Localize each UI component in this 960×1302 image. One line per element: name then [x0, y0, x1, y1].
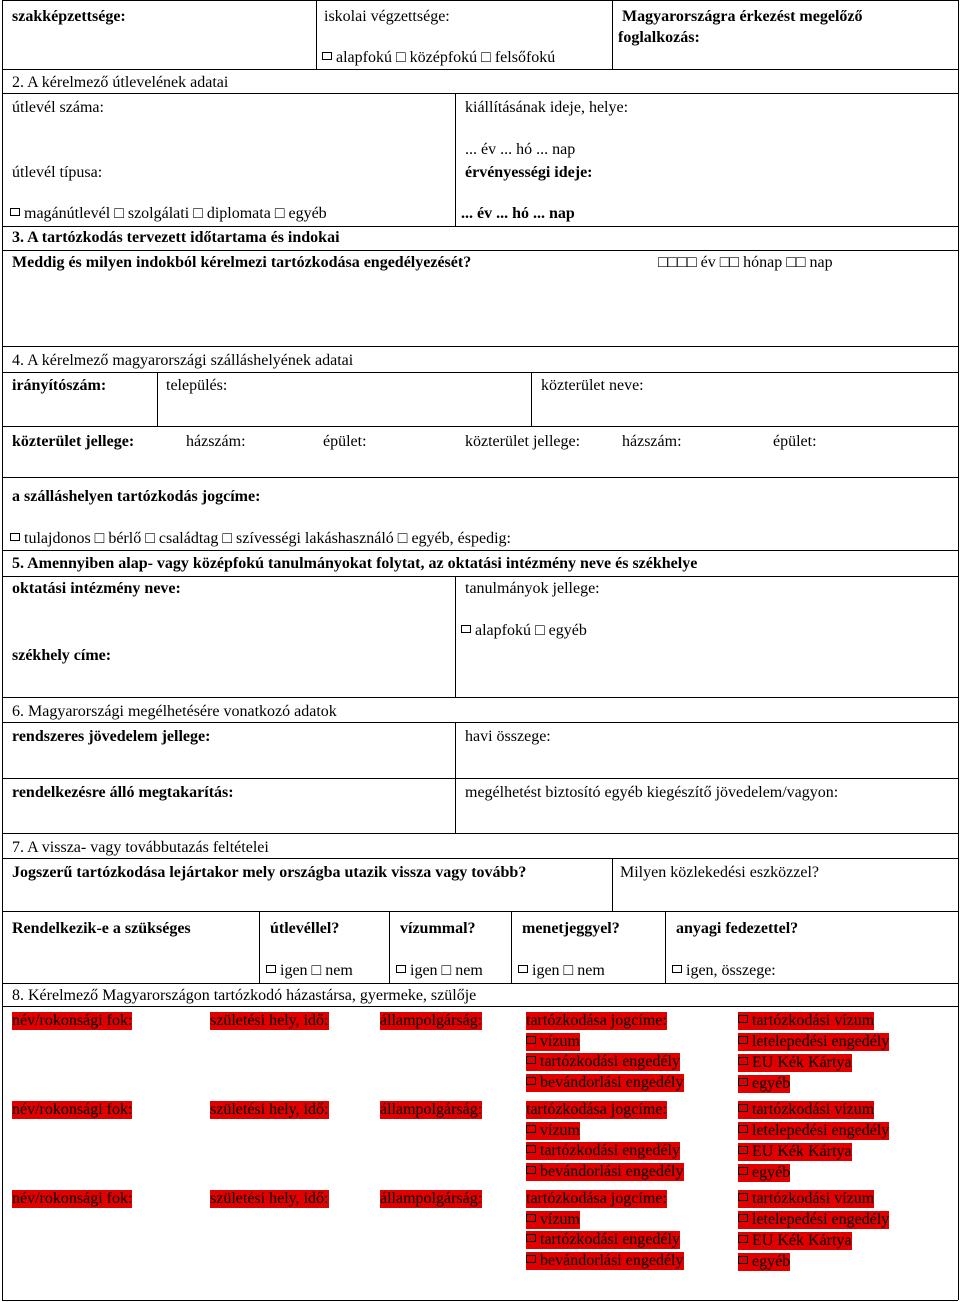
checkbox-icon[interactable] — [738, 1256, 748, 1264]
iskolai-options — [322, 49, 555, 67]
rule — [2, 550, 958, 551]
option-tartozkodasi-engedely-text: tartózkodási engedély — [540, 1142, 680, 1159]
hazszam-label-2: házszám: — [622, 433, 682, 450]
iranyitoszam-label: irányítószám: — [12, 377, 107, 394]
rule — [612, 0, 613, 69]
section-7-title: 7. A vissza- vagy továbbutazás feltételei — [12, 839, 269, 856]
rule — [455, 722, 456, 833]
option-bevandorlasi-engedely — [526, 1252, 684, 1270]
option-egyeb-text: egyéb — [752, 1164, 791, 1181]
option-bevandorlasi-engedely — [526, 1163, 684, 1181]
option-eu-kek-kartya — [738, 1054, 852, 1072]
rule — [316, 0, 317, 69]
nev-rokonsagi-fok: név/rokonsági fok: — [12, 1012, 133, 1029]
iskolai-vegzettseg-label: iskolai végzettsége: — [324, 8, 450, 25]
checkbox-icon[interactable] — [526, 1214, 536, 1222]
rule — [2, 372, 958, 373]
checkbox-icon[interactable] — [738, 1167, 748, 1175]
fedezet-question: anyagi fedezettel? — [676, 920, 799, 937]
allampolgarsag: állampolgárság: — [380, 1101, 483, 1118]
checkbox-icon[interactable] — [738, 1015, 748, 1023]
option-vizum-text: vízum — [540, 1122, 580, 1139]
tartozkodas-jogcime: tartózkodása jogcíme: — [526, 1190, 667, 1207]
checkbox-icon[interactable] — [738, 1146, 748, 1154]
option-vizum — [526, 1122, 580, 1140]
rule — [157, 372, 158, 426]
jogcim-options-text: tulajdonos □ bérlő □ családtag □ szívességi lakáshasználó □ egyéb, éspedig: — [24, 530, 511, 547]
section-2-title: 2. A kérelmező útlevelének adatai — [12, 74, 229, 91]
rendelkezik-label: Rendelkezik-e a szükséges — [12, 920, 191, 937]
rule — [2, 722, 958, 723]
checkbox-icon[interactable] — [738, 1125, 748, 1133]
kozterulet-jellege-label-2: közterület jellege: — [465, 433, 581, 450]
option-eu-kek-kartya-text: EU Kék Kártya — [752, 1232, 852, 1249]
option-letelepedesi-engedely-text: letelepedési engedély — [752, 1122, 890, 1139]
checkbox-icon[interactable] — [738, 1078, 748, 1086]
option-vizum-text: vízum — [540, 1211, 580, 1228]
tanulmanyok-options — [461, 622, 587, 640]
kiallitas-date: ... év ... hó ... nap — [465, 141, 576, 158]
option-vizum-text: vízum — [540, 1033, 580, 1050]
rule — [2, 983, 958, 984]
allampolgarsag: állampolgárság: — [380, 1012, 483, 1029]
rule — [2, 0, 3, 1300]
menetjegy-options — [518, 962, 605, 980]
fedezet-options-text: igen, összege: — [686, 962, 776, 979]
checkbox-icon[interactable] — [526, 1145, 536, 1153]
nev-rokonsagi-fok: név/rokonsági fok: — [12, 1190, 133, 1207]
rule — [2, 477, 958, 478]
checkbox-icon[interactable] — [526, 1125, 536, 1133]
option-egyeb-text: egyéb — [752, 1075, 791, 1092]
jovedelem-label: rendszeres jövedelem jellege: — [12, 728, 211, 745]
option-bevandorlasi-engedely-text: bevándorlási engedély — [540, 1074, 684, 1091]
kozlekedes-label: Milyen közlekedési eszközzel? — [620, 864, 820, 881]
rule — [2, 93, 958, 94]
option-egyeb-text: egyéb — [752, 1253, 791, 1270]
tartozkodas-jogcime: tartózkodása jogcíme: — [526, 1101, 667, 1118]
option-eu-kek-kartya — [738, 1143, 852, 1161]
checkbox-icon[interactable] — [10, 208, 20, 216]
option-tartozkodasi-engedely — [526, 1142, 680, 1160]
option-bevandorlasi-engedely — [526, 1074, 684, 1092]
rule — [612, 858, 613, 911]
rule — [2, 346, 958, 347]
rule — [2, 833, 958, 834]
option-letelepedesi-engedely — [738, 1211, 889, 1229]
rule — [455, 93, 456, 226]
option-tartozkodasi-engedely-text: tartózkodási engedély — [540, 1231, 680, 1248]
option-tartozkodasi-vizum-text: tartózkodási vízum — [752, 1190, 875, 1207]
checkbox-icon[interactable] — [518, 965, 528, 973]
ervenyesseg-date: ... év ... hó ... nap — [461, 205, 575, 222]
option-egyeb — [738, 1253, 790, 1271]
checkbox-icon[interactable] — [10, 533, 20, 541]
rule — [2, 911, 958, 912]
option-letelepedesi-engedely — [738, 1122, 889, 1140]
option-tartozkodasi-engedely-text: tartózkodási engedély — [540, 1053, 680, 1070]
option-bevandorlasi-engedely-text: bevándorlási engedély — [540, 1163, 684, 1180]
option-tartozkodasi-vizum-text: tartózkodási vízum — [752, 1012, 875, 1029]
checkbox-icon[interactable] — [738, 1036, 748, 1044]
checkbox-icon[interactable] — [738, 1057, 748, 1065]
rule — [389, 911, 390, 983]
section-6-title: 6. Magyarországi megélhetésére vonatkozó adatok — [12, 703, 337, 720]
option-tartozkodasi-vizum-text: tartózkodási vízum — [752, 1101, 875, 1118]
iskolai-options-text: alapfokú □ középfokú □ felsőfokú — [336, 49, 556, 66]
rule — [958, 0, 959, 1300]
option-letelepedesi-engedely-text: letelepedési engedély — [752, 1211, 890, 1228]
rule — [259, 911, 260, 983]
szuletesi-hely-ido: születési hely, idő: — [210, 1012, 329, 1029]
option-vizum — [526, 1211, 580, 1229]
checkbox-icon[interactable] — [526, 1056, 536, 1064]
rule — [665, 911, 666, 983]
section-7-question: Jogszerű tartózkodása lejártakor mely országba utazik vissza vagy tovább? — [12, 864, 527, 881]
rule — [455, 576, 456, 697]
section-5-title: 5. Amennyiben alap- vagy középfokú tanulmányokat folytat, az oktatási intézmény neve és székhelye — [12, 555, 698, 572]
nev-rokonsagi-fok: név/rokonsági fok: — [12, 1101, 133, 1118]
kozterulet-jellege-label: közterület jellege: — [12, 433, 135, 450]
checkbox-icon[interactable] — [396, 965, 406, 973]
option-eu-kek-kartya-text: EU Kék Kártya — [752, 1143, 852, 1160]
havi-osszeg-label: havi összege: — [465, 728, 551, 745]
rule — [2, 778, 958, 779]
checkbox-icon[interactable] — [738, 1214, 748, 1222]
option-vizum — [526, 1033, 580, 1051]
option-tartozkodasi-vizum — [738, 1012, 874, 1030]
szuletesi-hely-ido: születési hely, idő: — [210, 1190, 329, 1207]
checkbox-icon[interactable] — [526, 1234, 536, 1242]
utlevel-options — [266, 962, 353, 980]
tartozkodas-jogcime: tartózkodása jogcíme: — [526, 1012, 667, 1029]
rule — [2, 226, 958, 227]
utlevel-types-text: magánútlevél □ szolgálati □ diplomata □ egyéb — [24, 205, 327, 222]
checkbox-icon[interactable] — [526, 1077, 536, 1085]
option-eu-kek-kartya — [738, 1232, 852, 1250]
rule — [2, 1300, 958, 1301]
epulet-label: épület: — [323, 433, 367, 450]
checkbox-icon[interactable] — [526, 1255, 536, 1263]
vizum-options-text: igen □ nem — [410, 962, 483, 979]
tanulmanyok-options-text: alapfokú □ egyéb — [475, 622, 587, 639]
rule — [2, 858, 958, 859]
utlevel-options-text: igen □ nem — [280, 962, 353, 979]
menetjegy-question: menetjeggyel? — [522, 920, 620, 937]
telepules-label: település: — [166, 377, 228, 394]
rule — [2, 697, 958, 698]
rule — [2, 250, 958, 251]
option-tartozkodasi-vizum — [738, 1101, 874, 1119]
section-3-title: 3. A tartózkodás tervezett időtartama és indokai — [12, 229, 340, 246]
checkbox-icon[interactable] — [322, 52, 332, 60]
utlevel-szama-label: útlevél száma: — [12, 99, 104, 116]
option-letelepedesi-engedely — [738, 1033, 889, 1051]
tanulmanyok-jellege-label: tanulmányok jellege: — [465, 580, 600, 597]
checkbox-icon[interactable] — [738, 1193, 748, 1201]
checkbox-icon[interactable] — [266, 965, 276, 973]
rule — [531, 372, 532, 426]
szekhely-label: székhely címe: — [12, 647, 112, 664]
section-8-title: 8. Kérelmező Magyarországon tartózkodó házastársa, gyermeke, szülője — [12, 987, 477, 1004]
section-4-title: 4. A kérelmező magyarországi szálláshelyének adatai — [12, 352, 354, 369]
vizum-question: vízummal? — [400, 920, 476, 937]
rule — [2, 1006, 958, 1007]
ervenyesseg-label: érvényességi ideje: — [465, 164, 593, 181]
megtakaritas-label: rendelkezésre álló megtakarítás: — [12, 784, 234, 801]
duration-boxes: □□□□ év □□ hónap □□ nap — [658, 254, 833, 271]
utlevel-tipusa-label: útlevél típusa: — [12, 164, 103, 181]
hazszam-label: házszám: — [186, 433, 246, 450]
section-3-question: Meddig és milyen indokból kérelmezi tartózkodása engedélyezését? — [12, 254, 472, 271]
kozterulet-neve-label: közterület neve: — [541, 377, 644, 394]
option-eu-kek-kartya-text: EU Kék Kártya — [752, 1054, 852, 1071]
rule — [2, 69, 958, 70]
checkbox-icon[interactable] — [526, 1036, 536, 1044]
rule — [2, 576, 958, 577]
epulet-label-2: épület: — [773, 433, 817, 450]
szuletesi-hely-ido: születési hely, idő: — [210, 1101, 329, 1118]
kiallitas-label: kiállításának ideje, helye: — [465, 99, 629, 116]
utlevel-types — [10, 205, 327, 223]
rule — [2, 426, 958, 427]
szakkepzettsege-label: szakképzettsége: — [12, 8, 126, 25]
menetjegy-options-text: igen □ nem — [532, 962, 605, 979]
option-egyeb — [738, 1164, 790, 1182]
option-egyeb — [738, 1075, 790, 1093]
checkbox-icon[interactable] — [461, 625, 471, 633]
option-letelepedesi-engedely-text: letelepedési engedély — [752, 1033, 890, 1050]
jogcim-label: a szálláshelyen tartózkodás jogcíme: — [12, 488, 261, 505]
intezmeny-label: oktatási intézmény neve: — [12, 580, 181, 597]
rule — [511, 911, 512, 983]
checkbox-icon[interactable] — [738, 1104, 748, 1112]
fedezet-options — [672, 962, 776, 980]
erkezes-label: Magyarországra érkezést megelőző — [622, 8, 863, 25]
checkbox-icon[interactable] — [672, 965, 682, 973]
checkbox-icon[interactable] — [738, 1235, 748, 1243]
option-tartozkodasi-engedely — [526, 1053, 680, 1071]
utlevel-question: útlevéllel? — [270, 920, 340, 937]
option-tartozkodasi-engedely — [526, 1231, 680, 1249]
egyeb-jovedelem-label: megélhetést biztosító egyéb kiegészítő jövedelem/vagyon: — [465, 784, 839, 801]
jogcim-options — [10, 530, 511, 548]
vizum-options — [396, 962, 483, 980]
allampolgarsag: állampolgárság: — [380, 1190, 483, 1207]
erkezes-label-2: foglalkozás: — [618, 29, 700, 46]
option-bevandorlasi-engedely-text: bevándorlási engedély — [540, 1252, 684, 1269]
option-tartozkodasi-vizum — [738, 1190, 874, 1208]
checkbox-icon[interactable] — [526, 1166, 536, 1174]
rule — [2, 0, 958, 1]
